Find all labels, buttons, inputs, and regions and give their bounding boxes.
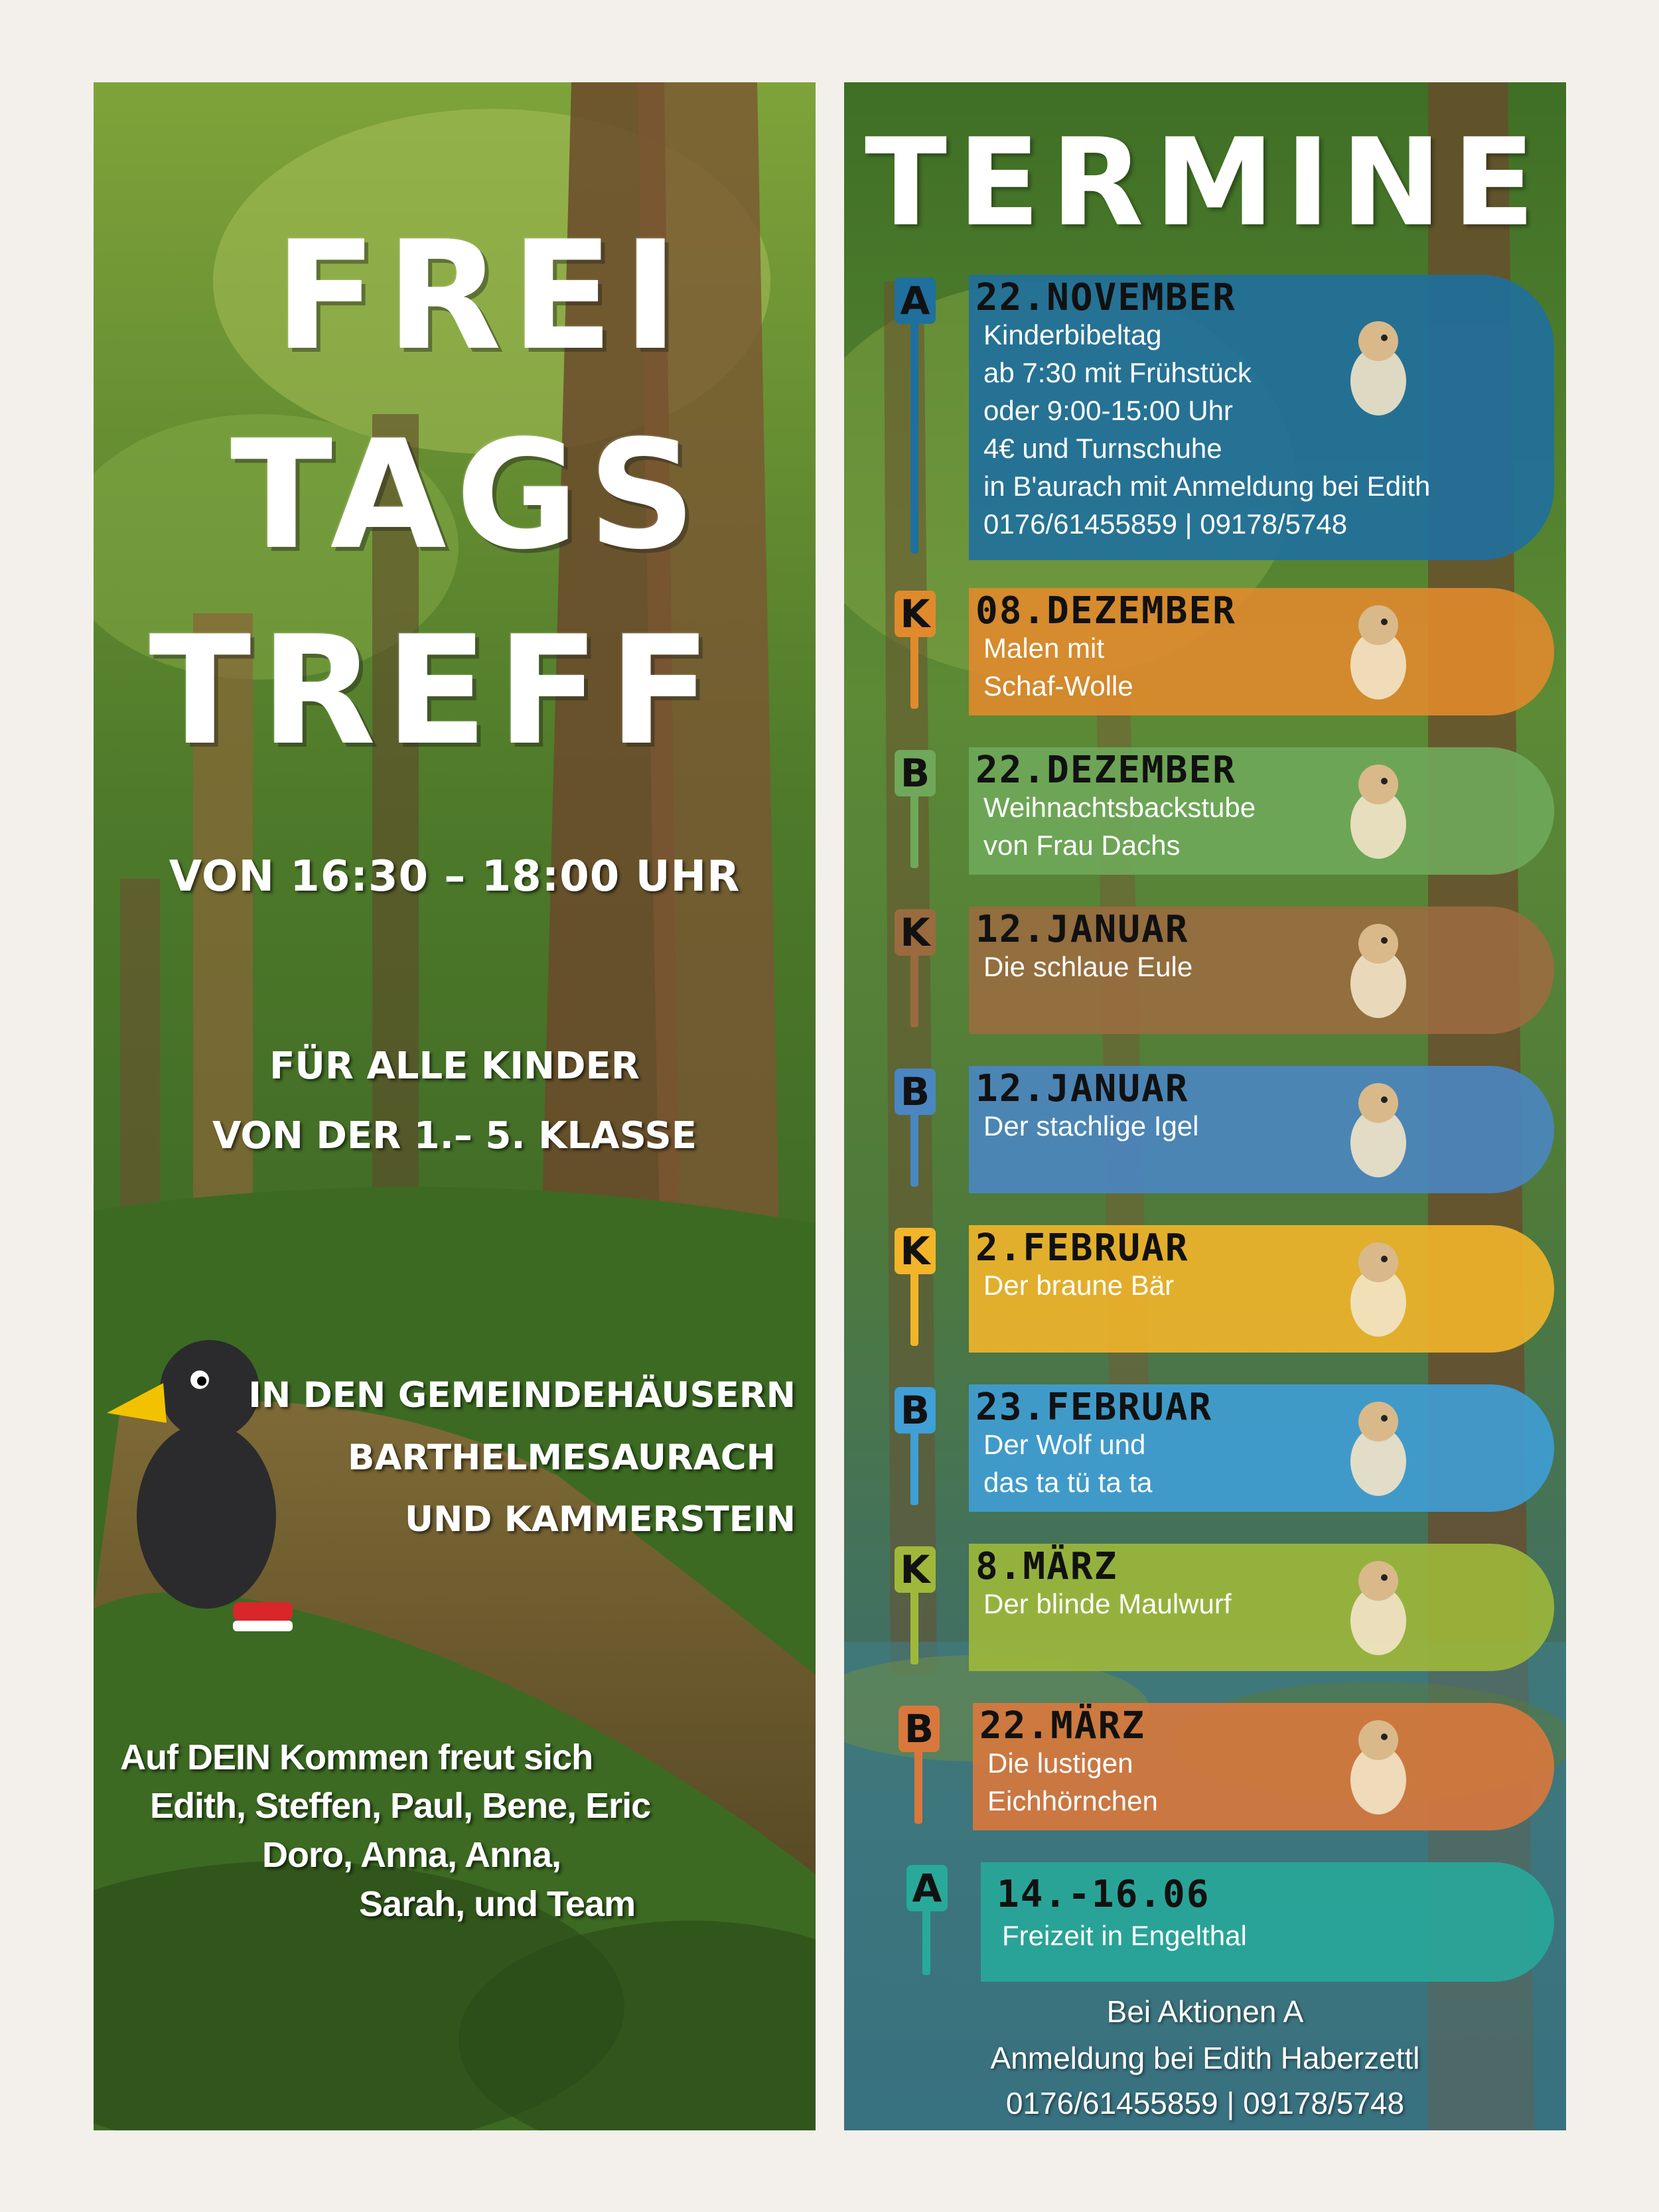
raven-icon [1329,308,1428,427]
event-description-line: Freizeit in Engelthal [1002,1920,1247,1951]
event-date: 14.-16.06 [997,1873,1210,1916]
event-item [844,1544,1566,1671]
event-item [844,1066,1566,1193]
time-text: VON 16:30 – 18:00 UHR [169,852,741,901]
event-letter-badge: B [895,1387,936,1434]
event-letter-badge: A [895,277,936,324]
event-description-line: 4€ und Turnschuhe [983,433,1222,464]
footer-line-1: Bei Aktionen A [1106,1994,1304,2029]
event-letter-badge: B [895,750,936,796]
event-description-line: Weihnachtsbackstube [983,792,1256,823]
audience-line-1: FÜR ALLE KINDER [269,1045,640,1088]
event-description-line: Die schlaue Eule [983,951,1193,982]
event-description-line: Der Wolf und [983,1429,1146,1460]
event-marker-stem [910,301,918,553]
termine-title: TERMINE [864,112,1546,253]
event-description-line: Der braune Bär [983,1270,1175,1301]
event-item [844,1384,1566,1512]
footer-line-2: Anmeldung bei Edith Haberzettl [990,2041,1420,2075]
event-description-line: das ta tü ta ta [983,1467,1153,1498]
mole-icon [1329,1548,1428,1667]
title-line-frei: FREI [274,209,688,384]
event-date: 22.MÄRZ [979,1704,1146,1747]
badger-icon [1329,751,1428,871]
place-line-3: UND KAMMERSTEIN [404,1499,796,1540]
footer-line-3: 0176/61455859 | 09178/5748 [1005,2086,1405,2120]
event-item [844,588,1566,715]
event-item [844,1703,1566,1830]
event-item [844,1225,1566,1353]
event-date: 8.MÄRZ [975,1545,1118,1588]
title-line-treff: TREFF [149,604,721,778]
event-description-line: Der stachlige Igel [983,1110,1199,1142]
event-date: 12.JANUAR [975,1067,1189,1110]
bear-icon [1329,1229,1428,1349]
event-description-line: oder 9:00-15:00 Uhr [983,395,1233,426]
event-letter-badge: B [895,1069,936,1115]
place-line-1: IN DEN GEMEINDEHÄUSERN [248,1375,796,1416]
team-line-2: Edith, Steffen, Paul, Bene, Eric [150,1786,651,1826]
audience-line-2: VON DER 1.– 5. KLASSE [212,1114,697,1157]
event-description-line: Die lustigen [987,1747,1133,1779]
event-date: 23.FEBRUAR [975,1386,1213,1429]
team-line-4: Sarah, und Team [359,1884,636,1924]
event-description-line: Der blinde Maulwurf [983,1588,1232,1619]
event-description-line: Malen mit [983,632,1105,664]
event-letter-badge: A [906,1865,948,1911]
event-letter-badge: K [895,1546,936,1593]
event-item [844,907,1566,1034]
event-letter-badge: B [899,1706,940,1752]
event-item [844,275,1566,560]
event-description-line: Schaf-Wolle [983,670,1133,701]
event-item [844,1862,1566,1982]
right-panel [844,82,1566,2130]
event-description-line: von Frau Dachs [983,830,1181,861]
hedgehog-icon [1329,1070,1428,1189]
sheep-icon [1329,592,1428,711]
event-date: 2.FEBRUAR [975,1226,1189,1270]
event-description-line: 0176/61455859 | 09178/5748 [983,508,1348,540]
owl-icon [1329,911,1428,1030]
event-description-line: Eichhörnchen [987,1785,1158,1816]
event-item [844,747,1566,875]
team-line-1: Auf DEIN Kommen freut sich [120,1737,593,1777]
event-description-line: Kinderbibeltag [983,319,1162,350]
left-panel [94,82,816,2130]
place-line-2: BARTHELMESAURACH [348,1438,776,1478]
wolf-icon [1329,1388,1428,1508]
title-line-tags: TAGS [230,408,705,583]
event-date: 08.DEZEMBER [975,589,1236,632]
event-letter-badge: K [895,591,936,637]
event-letter-badge: K [895,1228,936,1274]
event-description-line: in B'aurach mit Anmeldung bei Edith [983,471,1431,502]
event-date: 12.JANUAR [975,908,1189,951]
event-description-line: ab 7:30 mit Frühstück [983,357,1252,388]
team-line-3: Doro, Anna, Anna, [262,1835,561,1875]
squirrel-icon [1329,1707,1428,1826]
event-date: 22.DEZEMBER [975,749,1236,792]
event-date: 22.NOVEMBER [975,276,1236,319]
event-letter-badge: K [895,909,936,956]
